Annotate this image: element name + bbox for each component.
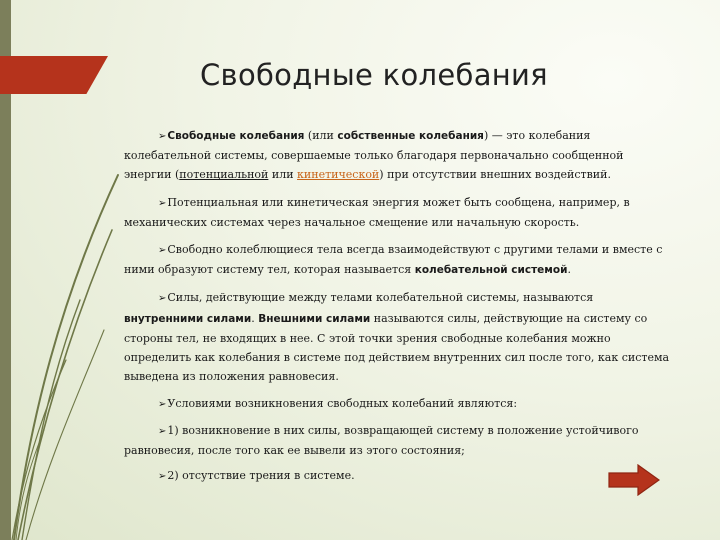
paragraph-energy [124,193,672,232]
paragraph-forces [124,288,672,386]
next-slide-button[interactable] [608,464,660,496]
bullet-arrow-icon: ➢ [158,425,167,437]
term-external-forces: Внешними силами [258,312,371,325]
bullet-arrow-icon: ➢ [158,131,167,142]
paragraph-condition-1 [124,421,672,460]
term-internal-forces: внутренними силами [124,312,252,325]
slide-title: Свободные колебания [200,58,548,92]
text: ) при отсутствии внешних воздействий. [379,168,611,182]
bullet-arrow-icon: ➢ [158,245,167,257]
text: . [567,263,571,277]
paragraph-definition [124,126,672,185]
text: называются силы, действующие на систему со стороны тел, не входящих в нее. С этой точки зрения свободные колебания можно определить как колебания в системе под действием внутренних сил после того, как система выведена из положения равновесия. [124,311,670,384]
bullet-arrow-icon: ➢ [158,197,167,209]
text: или [268,168,298,182]
bullet-arrow-icon: ➢ [158,399,167,411]
text: . [251,311,259,325]
link-potential[interactable]: потенциальной [179,168,269,182]
term-natural-oscillations: собственные колебания [337,130,484,142]
text: (или [304,129,338,142]
text: Свободно колеблющиеся тела всегда взаимодействуют с другими телами и вместе с ними образуют систему тел, которая называется [124,243,663,277]
text: Потенциальная или кинетическая энергия может быть сообщена, например, в механических системах через начальное смещение или начальную скорость. [124,195,630,229]
paragraph-system [124,240,672,280]
bullet-arrow-icon: ➢ [158,471,167,483]
term-oscillating-system: колебательной системой [414,264,568,277]
right-arrow-icon [608,464,660,496]
text: 2) отсутствие трения в системе. [167,469,355,483]
paragraph-conditions [124,394,672,414]
bullet-arrow-icon: ➢ [158,293,167,305]
text: Условиями возникновения свободных колебаний являются: [167,397,518,411]
link-kinetic[interactable]: кинетической [297,168,380,182]
slide-content [124,126,672,492]
paragraph-condition-2 [124,466,672,486]
text: Силы, действующие между телами колебательной системы, называются [167,291,594,305]
text: 1) возникновение в них силы, возвращающей систему в положение устойчивого равновесия, после того как ее вывели из этого состояния; [124,423,639,457]
text: ) — это колебания колебательной системы, совершаемые только благодаря первоначально сообщенной энергии ( [124,129,624,182]
term-free-oscillations: Свободные колебания [167,130,305,142]
